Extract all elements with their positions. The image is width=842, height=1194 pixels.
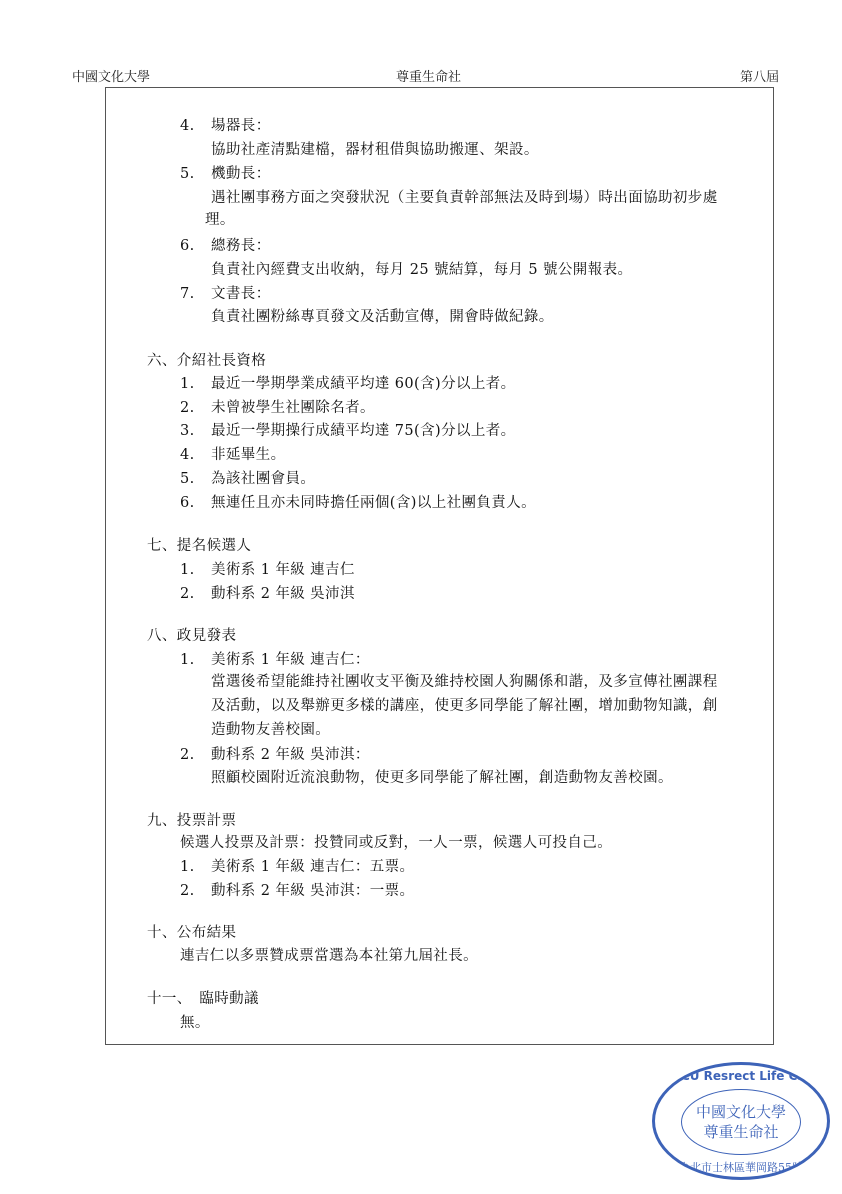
- stamp-outer-text: PCCU Resrect Life Club: [663, 1069, 819, 1083]
- document-line: [180, 651, 370, 669]
- list-number: 7.: [180, 286, 195, 302]
- document-line: [180, 746, 370, 764]
- line-text: 照顧校園附近流浪動物，使更多同學能了解社團，創造動物友善校園。: [211, 770, 673, 786]
- line-text: 理。: [205, 212, 235, 228]
- document-line: [180, 470, 315, 488]
- document-line: [205, 211, 235, 229]
- line-text: 遇社團事務方面之突發狀況（主要負責幹部無法及時到場）時出面協助初步處: [211, 190, 718, 206]
- line-text: 十、公布結果: [147, 925, 237, 941]
- list-number: 4.: [180, 447, 195, 463]
- document-line: [180, 165, 271, 183]
- line-text: 為該社團會員。: [211, 471, 316, 487]
- line-text: 非延畢生。: [211, 447, 286, 463]
- document-line: [180, 237, 271, 255]
- document-line: [180, 422, 516, 440]
- line-text: 當選後希望能維持社團收支平衡及維持校園人狗關係和諧，及多宣傳社團課程: [211, 674, 718, 690]
- document-line: [211, 721, 330, 739]
- list-number: 1.: [180, 652, 195, 668]
- line-text: 動科系 2 年級 吳沛淇：: [211, 747, 370, 763]
- line-text: 動科系 2 年級 吳沛淇: [211, 586, 355, 602]
- line-text: 協助社產清點建檔，器材租借與協助搬運、架設。: [211, 142, 539, 158]
- line-text: 美術系 1 年級 連吉仁：: [211, 652, 370, 668]
- line-text: 最近一學期學業成績平均達 60(含)分以上者。: [211, 376, 516, 392]
- document-line: [180, 858, 414, 876]
- header-term: 第八屆: [740, 70, 780, 85]
- list-number: 2.: [180, 747, 195, 763]
- document-line: [180, 1014, 210, 1032]
- list-number: 4.: [180, 118, 195, 134]
- list-number: 6.: [180, 238, 195, 254]
- document-line: [180, 494, 536, 512]
- line-text: 美術系 1 年級 連吉仁：五票。: [211, 859, 415, 875]
- document-line: [211, 769, 673, 787]
- line-text: 八、政見發表: [147, 628, 237, 644]
- header-club-name: 尊重生命社: [396, 70, 462, 85]
- list-number: 6.: [180, 495, 195, 511]
- line-text: 六、介紹社長資格: [147, 353, 267, 369]
- list-number: 1.: [180, 562, 195, 578]
- line-text: 動科系 2 年級 吳沛淇：一票。: [211, 883, 415, 899]
- document-line: [180, 882, 414, 900]
- list-number: 2.: [180, 400, 195, 416]
- line-text: 及活動，以及舉辦更多樣的講座，使更多同學能了解社團，增加動物知識，創: [211, 698, 718, 714]
- document-line: [211, 308, 554, 326]
- document-line: [147, 990, 259, 1008]
- line-text: 候選人投票及計票：投贊同或反對，一人一票，候選人可投自己。: [180, 835, 613, 851]
- line-text: 十一、 臨時動議: [147, 991, 259, 1007]
- line-text: 場器長：: [211, 118, 271, 134]
- document-line: [211, 261, 632, 279]
- document-line: [180, 585, 355, 603]
- line-text: 九、投票計票: [147, 813, 237, 829]
- line-text: 最近一學期操行成績平均達 75(含)分以上者。: [211, 423, 516, 439]
- stamp-bottom-text: 台北市士林區華岡路55號: [679, 1161, 803, 1174]
- document-line: [147, 537, 251, 555]
- document-line: [211, 189, 718, 207]
- list-number: 2.: [180, 586, 195, 602]
- list-number: 1.: [180, 376, 195, 392]
- document-line: [180, 285, 271, 303]
- list-number: 5.: [180, 166, 195, 182]
- document-line: [180, 446, 286, 464]
- line-text: 負責社內經費支出收納，每月 25 號結算，每月 5 號公開報表。: [211, 262, 633, 278]
- line-text: 無。: [180, 1015, 210, 1031]
- document-line: [211, 673, 718, 691]
- document-line: [147, 352, 266, 370]
- header-school-name: 中國文化大學: [72, 70, 151, 85]
- line-text: 七、提名候選人: [147, 538, 252, 554]
- document-line: [147, 627, 236, 645]
- document-line: [180, 399, 375, 417]
- document-line: [180, 117, 271, 135]
- list-number: 3.: [180, 423, 195, 439]
- line-text: 機動長：: [211, 166, 271, 182]
- list-number: 5.: [180, 471, 195, 487]
- list-number: 1.: [180, 859, 195, 875]
- document-line: [180, 947, 478, 965]
- stamp-line2: 尊重生命社: [703, 1123, 779, 1141]
- line-text: 負責社團粉絲專頁發文及活動宣傳，開會時做紀錄。: [211, 309, 554, 325]
- document-line: [147, 924, 236, 942]
- line-text: 造動物友善校園。: [211, 722, 331, 738]
- line-text: 美術系 1 年級 連吉仁: [211, 562, 355, 578]
- document-line: [180, 561, 355, 579]
- line-text: 總務長：: [211, 238, 271, 254]
- document-line: [180, 375, 516, 393]
- line-text: 連吉仁以多票贊成票當選為本社第九屆社長。: [180, 948, 478, 964]
- club-seal-stamp: [652, 1062, 830, 1180]
- document-line: [180, 834, 612, 852]
- document-line: [147, 812, 236, 830]
- line-text: 無連任且亦未同時擔任兩個(含)以上社團負責人。: [211, 495, 537, 511]
- stamp-line1: 中國文化大學: [695, 1103, 786, 1121]
- document-line: [211, 141, 539, 159]
- line-text: 文書長：: [211, 286, 271, 302]
- line-text: 未曾被學生社團除名者。: [211, 400, 375, 416]
- list-number: 2.: [180, 883, 195, 899]
- document-line: [211, 697, 718, 715]
